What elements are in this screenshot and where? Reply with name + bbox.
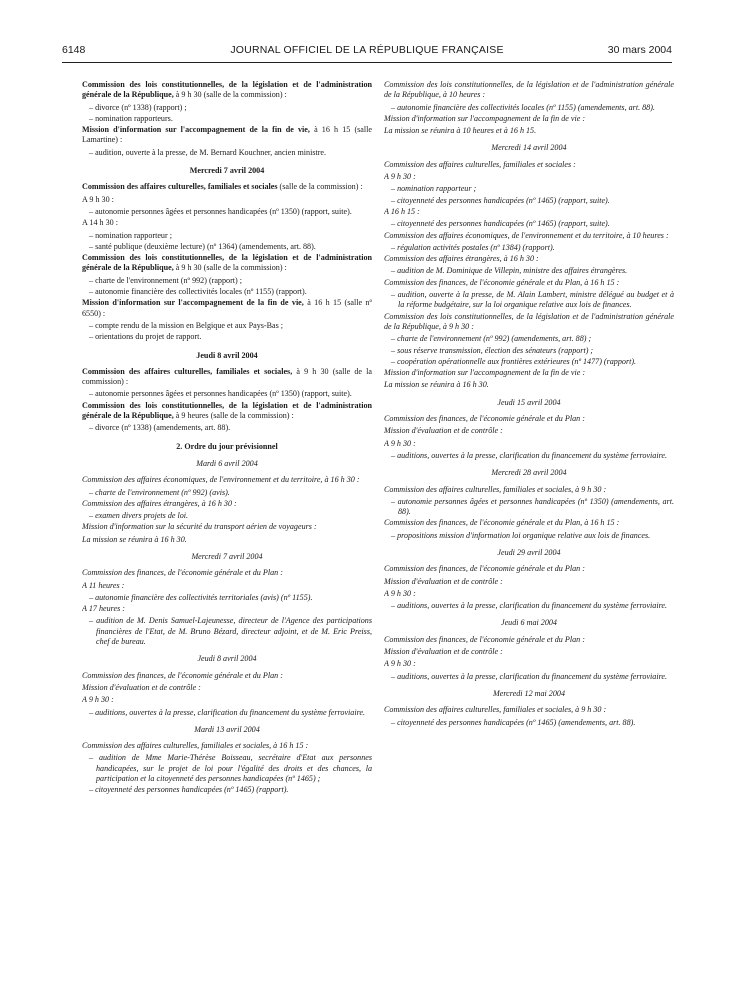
- entry: Commission des finances, de l'économie générale et du Plan :: [384, 414, 585, 424]
- entry: Commission des affaires culturelles, familiales et sociales, à 9 h 30 :: [384, 484, 607, 494]
- date-heading: Mercredi 14 avril 2004: [491, 143, 567, 153]
- date-heading: Mardi 13 avril 2004: [194, 724, 260, 734]
- entry-title: Commission des lois constitutionnelles, de la législation et de l'administration générale de la République,: [82, 400, 372, 421]
- entry: Commission des affaires culturelles, familiales et sociales (salle de la commission) :: [82, 182, 363, 192]
- entry: Mission d'information sur l'accompagnement de la fin de vie, à 16 h 15 (salle nº 6550) :: [82, 298, 372, 318]
- list-item: – charte de l'environnement (nº 992) (amendements, art. 88) ;: [391, 334, 592, 344]
- list-item: – compte rendu de la mission en Belgique et aux Pays-Bas ;: [89, 320, 283, 330]
- date-heading: Mercredi 7 avril 2004: [191, 551, 263, 561]
- time-label: A 9 h 30 :: [384, 659, 416, 669]
- time-label: A 14 h 30 :: [82, 218, 118, 228]
- note: La mission se réunira à 16 h 30.: [384, 380, 489, 390]
- date-heading: Jeudi 15 avril 2004: [497, 397, 561, 407]
- list-item: – divorce (nº 1338) (amendements, art. 88).: [89, 423, 231, 433]
- entry: Commission des affaires économiques, de l'environnement et du territoire, à 10 heures :: [384, 230, 669, 240]
- list-item: – santé publique (deuxième lecture) (nº 1364) (amendements, art. 88).: [89, 241, 316, 251]
- entry: Commission des affaires étrangères, à 16 h 30 :: [384, 254, 539, 264]
- issue-date: 30 mars 2004: [607, 44, 672, 56]
- date-heading: Jeudi 8 avril 2004: [196, 350, 258, 360]
- sub-entry: Mission d'évaluation et de contrôle :: [384, 426, 503, 436]
- header-rule: [62, 62, 672, 63]
- list-item: – orientations du projet de rapport.: [89, 332, 202, 342]
- entry: Commission des lois constitutionnelles, de la législation et de l'administration générale de la République, à 9 h 30 (salle de la commission) :: [82, 80, 372, 100]
- time-label: A 9 h 30 :: [384, 172, 416, 182]
- list-item: – divorce (nº 1338) (rapport) ;: [89, 102, 187, 112]
- entry: Commission des affaires culturelles, familiales et sociales :: [384, 159, 576, 169]
- entry: Mission d'information sur l'accompagnement de la fin de vie :: [384, 113, 586, 123]
- entry: Commission des finances, de l'économie générale et du Plan, à 16 h 15 :: [384, 277, 620, 287]
- entry: Commission des affaires économiques, de l'environnement et du territoire, à 16 h 30 :: [82, 475, 360, 485]
- list-item: – auditions, ouvertes à la presse, clarification du financement du système ferroviaire.: [391, 671, 668, 681]
- time-label: A 17 heures :: [82, 604, 125, 614]
- entry: Commission des finances, de l'économie générale et du Plan :: [82, 670, 283, 680]
- entry: Commission des finances, de l'économie générale et du Plan :: [384, 564, 585, 574]
- list-item: – autonomie financière des collectivités territoriales (avis) (nº 1155).: [89, 592, 313, 602]
- list-item: – audition, ouverte à la presse, de M. Alain Lambert, ministre délégué au budget et à la réforme budgétaire, sur la loi organique relative aux lois de finances.: [391, 290, 674, 310]
- entry-title: Mission d'information sur l'accompagnement de la fin de vie,: [82, 298, 304, 308]
- time-label: A 11 heures :: [82, 580, 125, 590]
- entry: Mission d'information sur la sécurité du transport aérien de voyageurs :: [82, 522, 317, 532]
- note: La mission se réunira à 16 h 30.: [82, 534, 187, 544]
- date-heading: Mercredi 28 avril 2004: [491, 468, 567, 478]
- list-item: – sous réserve transmission, élection des sénateurs (rapport) ;: [391, 345, 594, 355]
- list-item: – charte de l'environnement (nº 992) (avis).: [89, 487, 230, 497]
- list-item: – autonomie personnes âgées et personnes handicapées (nº 1350) (rapport, suite).: [89, 389, 352, 399]
- date-heading: Mardi 6 avril 2004: [196, 458, 258, 468]
- list-item: – autonomie financière des collectivités locales (nº 1155) (amendements, art. 88).: [391, 102, 655, 112]
- right-column: [384, 80, 674, 970]
- list-item: – nomination rapporteur ;: [391, 184, 477, 194]
- list-item: – coopération opérationnelle aux frontières extérieures (nº 1477) (rapport).: [391, 356, 637, 366]
- list-item: – citoyenneté des personnes handicapées (nº 1465) (rapport).: [89, 785, 289, 795]
- section-title: 2. Ordre du jour prévisionnel: [176, 441, 278, 451]
- list-item: – citoyenneté des personnes handicapées (nº 1465) (amendements, art. 88).: [391, 717, 636, 727]
- list-item: – examen divers projets de loi.: [89, 511, 189, 521]
- list-item: – auditions, ouvertes à la presse, clarification du financement du système ferroviaire.: [391, 601, 668, 611]
- time-label: A 9 h 30 :: [82, 695, 114, 705]
- entry-title: Commission des affaires culturelles, familiales et sociales: [82, 182, 278, 192]
- time-label: A 9 h 30 :: [384, 588, 416, 598]
- date-heading: Jeudi 8 avril 2004: [197, 654, 257, 664]
- list-item: – charte de l'environnement (nº 992) (rapport) ;: [89, 275, 242, 285]
- list-item: – audition de M. Dominique de Villepin, ministre des affaires étrangères.: [391, 266, 628, 276]
- entry: Mission d'information sur l'accompagnement de la fin de vie, à 16 h 15 (salle Lamartine) :: [82, 125, 372, 145]
- note: La mission se réunira à 10 heures et à 16 h 15.: [384, 126, 537, 136]
- list-item: – autonomie financière des collectivités locales (nº 1155) (rapport).: [89, 287, 307, 297]
- list-item: – auditions, ouvertes à la presse, clarification du financement du système ferroviaire.: [89, 707, 366, 717]
- sub-entry: Mission d'évaluation et de contrôle :: [384, 576, 503, 586]
- entry: Commission des finances, de l'économie générale et du Plan :: [82, 568, 283, 578]
- list-item: – nomination rapporteurs.: [89, 113, 173, 123]
- page-number: 6148: [62, 44, 86, 56]
- entry: Commission des affaires culturelles, familiales et sociales, à 9 h 30 (salle de la commission) :: [82, 366, 372, 387]
- entry-title: Commission des lois constitutionnelles, de la législation et de l'administration générale de la République,: [82, 80, 372, 100]
- date-heading: Mercredi 12 mai 2004: [492, 688, 565, 698]
- time-label: A 9 h 30 :: [384, 438, 416, 448]
- list-item: – citoyenneté des personnes handicapées (nº 1465) (rapport, suite).: [391, 195, 610, 205]
- date-heading: Mercredi 7 avril 2004: [189, 166, 265, 176]
- list-item: – citoyenneté des personnes handicapées (nº 1465) (rapport, suite).: [391, 219, 610, 229]
- provisional-agenda-left: [82, 459, 372, 796]
- list-item: – propositions mission d'information loi organique relative aux lois de finances.: [391, 530, 651, 540]
- entry: Commission des affaires culturelles, familiales et sociales, à 16 h 15 :: [82, 741, 309, 751]
- date-heading: Jeudi 29 avril 2004: [497, 547, 561, 557]
- entry: Commission des affaires culturelles, familiales et sociales, à 9 h 30 :: [384, 705, 607, 715]
- list-item: – audition, ouverte à la presse, de M. Bernard Kouchner, ancien ministre.: [89, 147, 327, 157]
- entry: Commission des lois constitutionnelles, de la législation et de l'administration générale de la République, à 10 heures :: [384, 80, 674, 100]
- list-item: – audition de Mme Marie-Thérèse Boisseau, secrétaire d'Etat aux personnes handicapées, sur le projet de loi pour l'égalité des droits et des chances, la participation et la citoyenneté des personnes handicapées (nº 1465) ;: [89, 753, 372, 784]
- sub-entry: Mission d'évaluation et de contrôle :: [384, 647, 503, 657]
- sub-entry: Mission d'évaluation et de contrôle :: [82, 682, 201, 692]
- time-label: A 16 h 15 :: [384, 206, 420, 216]
- page-header: [62, 44, 672, 60]
- list-item: – nomination rapporteur ;: [89, 230, 172, 240]
- date-heading: Jeudi 6 mai 2004: [501, 618, 557, 628]
- entry: Mission d'information sur l'accompagnement de la fin de vie :: [384, 368, 586, 378]
- entry-title: Commission des lois constitutionnelles, de la législation et de l'administration générale de la République,: [82, 253, 372, 273]
- entry-title: Commission des affaires culturelles, familiales et sociales,: [82, 366, 293, 376]
- list-item: – auditions, ouvertes à la presse, clarification du financement du système ferroviaire.: [391, 450, 668, 460]
- entry: Commission des finances, de l'économie générale et du Plan :: [384, 634, 585, 644]
- entry: Commission des lois constitutionnelles, de la législation et de l'administration générale de la République, à 9 heures (salle de la commission) :: [82, 400, 372, 421]
- entry: Commission des affaires étrangères, à 16 h 30 :: [82, 498, 237, 508]
- left-column: [82, 80, 372, 970]
- entry: Commission des lois constitutionnelles, de la législation et de l'administration générale de la République, à 9 h 30 :: [384, 311, 674, 331]
- list-item: – audition de M. Denis Samuel-Lajeunesse, directeur de l'Agence des participations financières de l'Etat, de M. Bruno Bézard, directeur adjoint, et de M. Eric Preiss, chef de bureau.: [89, 616, 372, 647]
- entry: Commission des lois constitutionnelles, de la législation et de l'administration générale de la République, à 9 h 30 (salle de la commission) :: [82, 253, 372, 273]
- list-item: – régulation activités postales (nº 1384) (rapport).: [391, 242, 555, 252]
- journal-title: JOURNAL OFFICIEL DE LA RÉPUBLIQUE FRANÇAISE: [230, 44, 504, 56]
- entry-title: Mission d'information sur l'accompagnement de la fin de vie,: [82, 125, 310, 135]
- list-item: – autonomie personnes âgées et personnes handicapées (nº 1350) (rapport, suite).: [89, 206, 352, 216]
- list-item: – autonomie personnes âgées et personnes handicapées (nº 1350) (amendements, art. 88).: [391, 496, 674, 517]
- entry: Commission des finances, de l'économie générale et du Plan, à 16 h 15 :: [384, 518, 620, 528]
- time-label: A 9 h 30 :: [82, 194, 114, 204]
